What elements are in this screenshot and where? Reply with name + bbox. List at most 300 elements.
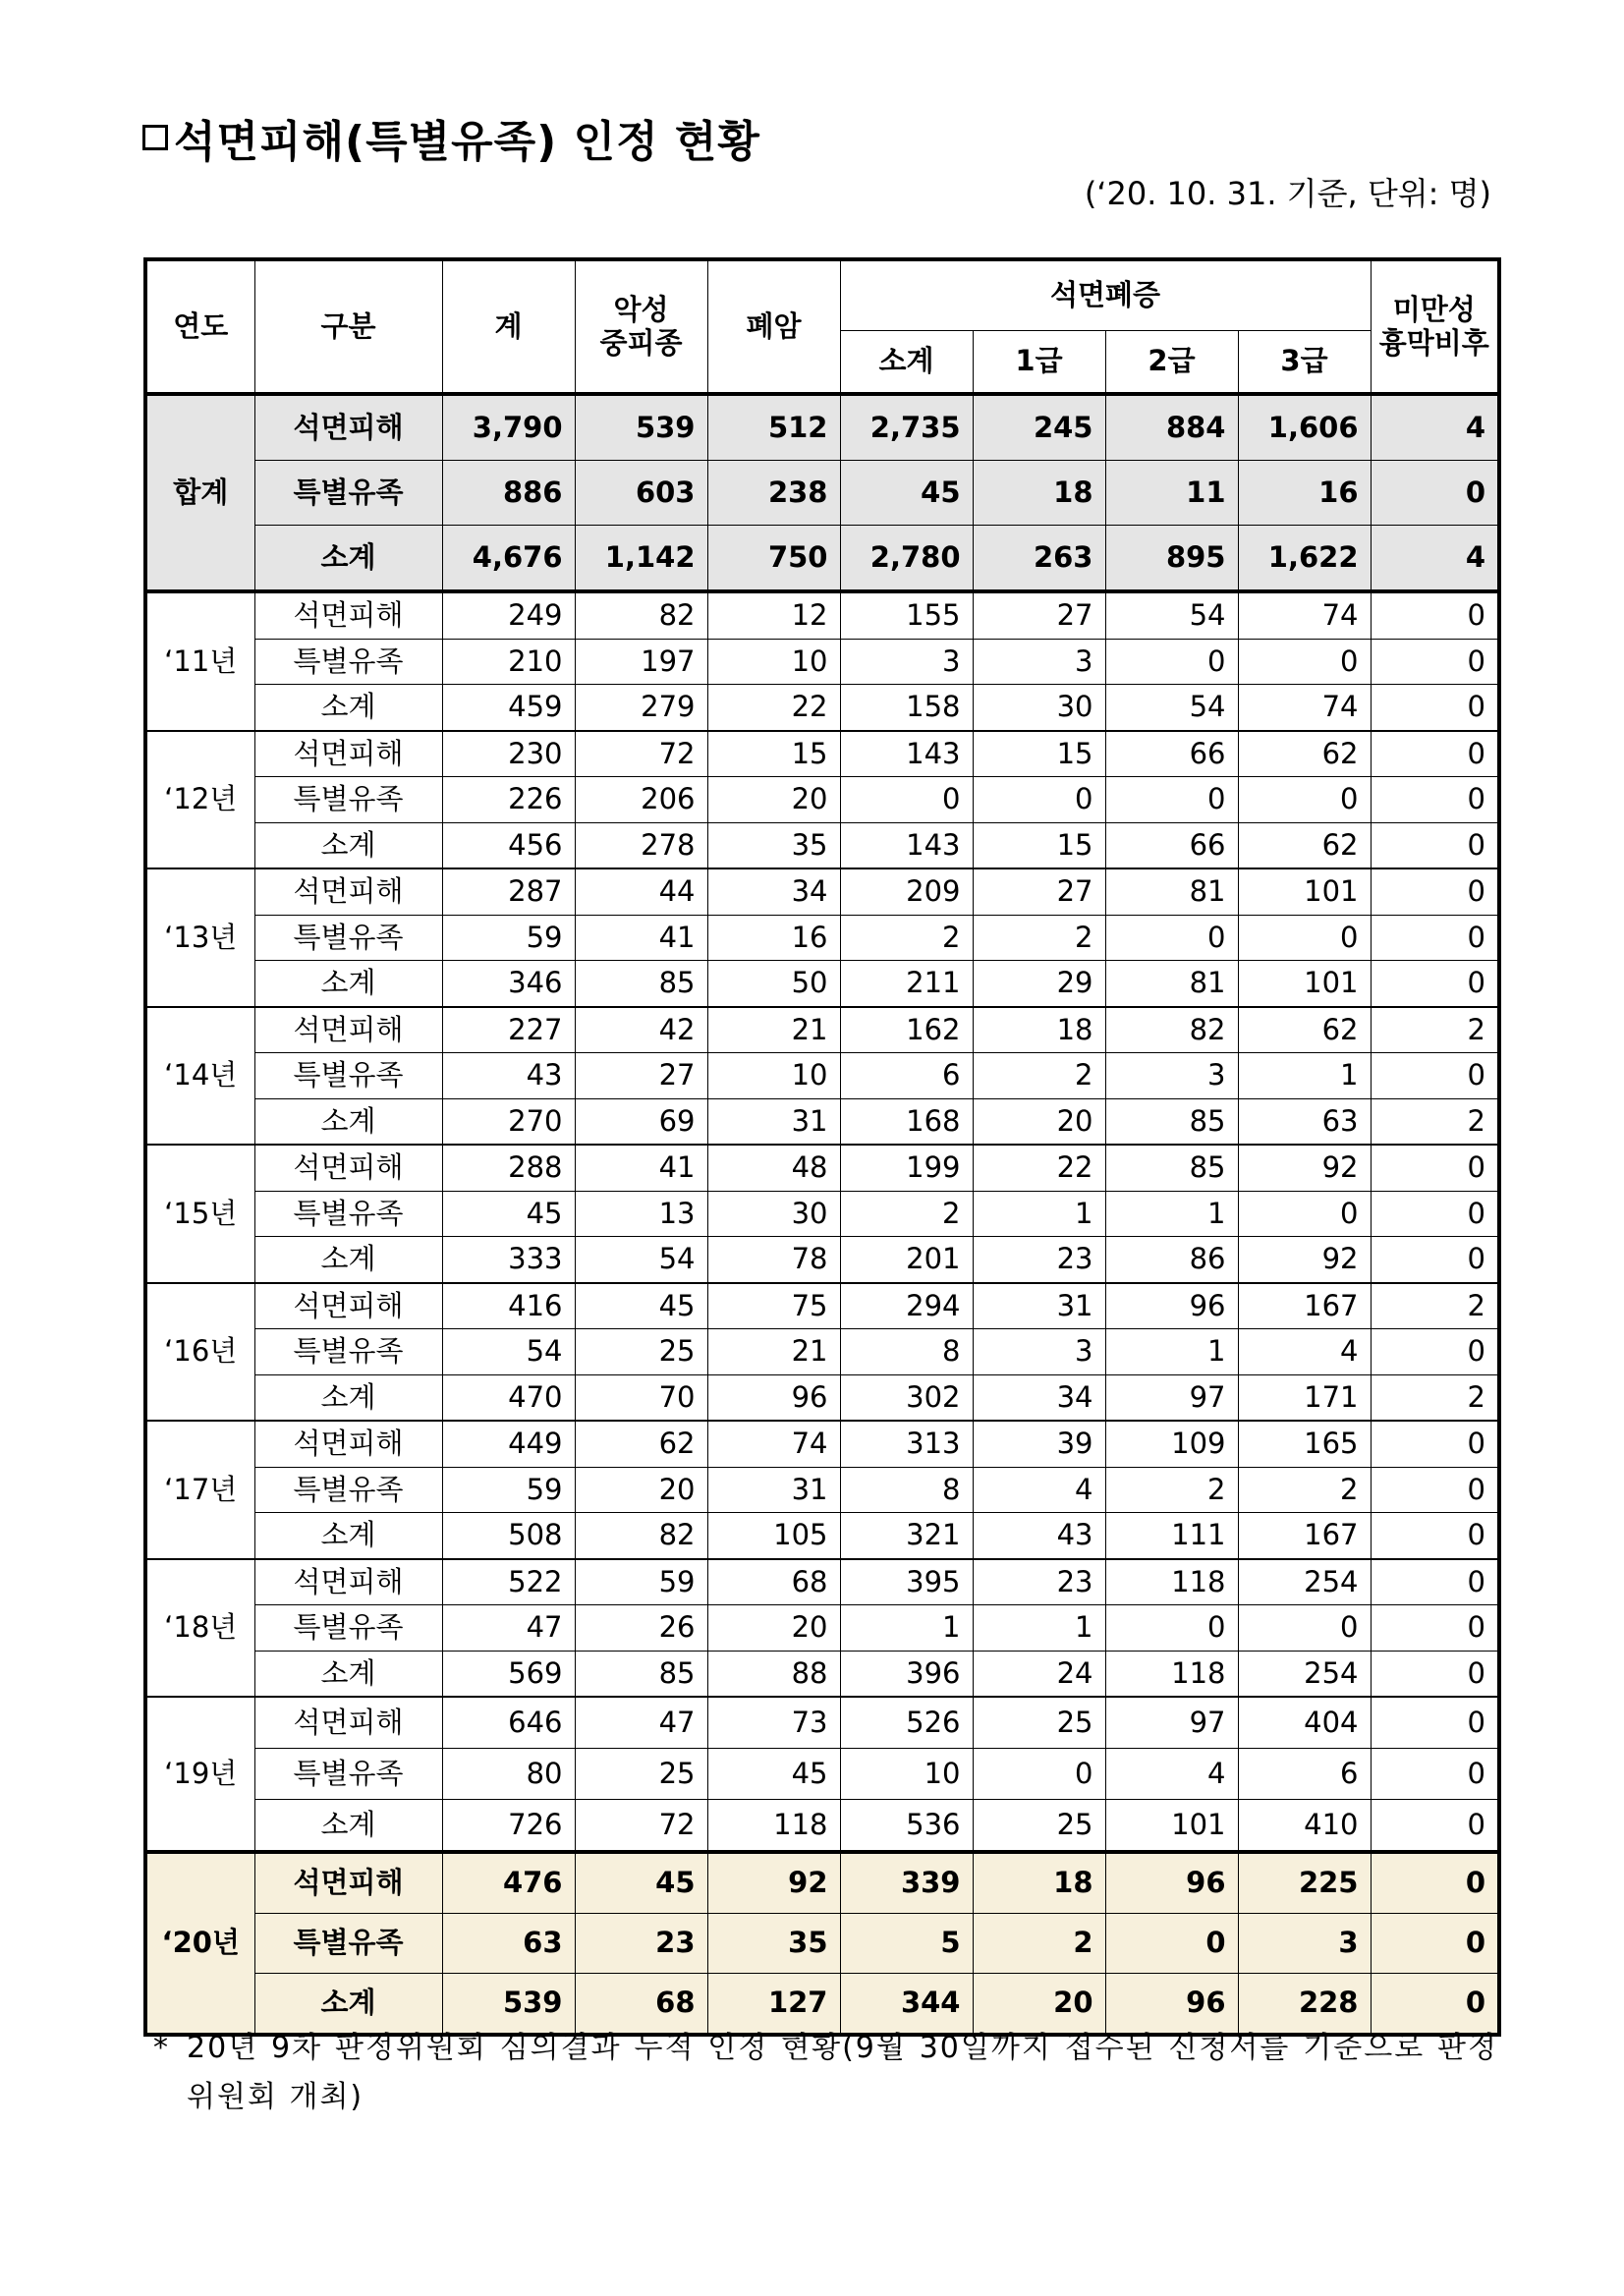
table-row bbox=[145, 1145, 1499, 1191]
value-cell: 41 bbox=[575, 1145, 707, 1191]
value-cell: 254 bbox=[1238, 1651, 1371, 1697]
value-cell: 0 bbox=[1238, 915, 1371, 961]
value-cell: 227 bbox=[442, 1007, 575, 1053]
value-cell: 78 bbox=[707, 1237, 840, 1283]
category-cell: 특별유족 bbox=[254, 1053, 442, 1099]
value-cell: 81 bbox=[1105, 961, 1238, 1007]
value-cell: 31 bbox=[707, 1467, 840, 1513]
value-cell: 2 bbox=[1238, 1467, 1371, 1513]
value-cell: 321 bbox=[840, 1513, 973, 1559]
value-cell: 476 bbox=[442, 1852, 575, 1914]
value-cell: 54 bbox=[1105, 591, 1238, 639]
value-cell: 0 bbox=[1371, 961, 1499, 1007]
value-cell: 3 bbox=[973, 1329, 1105, 1375]
value-cell: 118 bbox=[1105, 1651, 1238, 1697]
category-cell: 석면피해 bbox=[254, 868, 442, 915]
value-cell: 15 bbox=[973, 822, 1105, 868]
value-cell: 96 bbox=[1105, 1283, 1238, 1329]
value-cell: 2 bbox=[973, 915, 1105, 961]
value-cell: 74 bbox=[1238, 591, 1371, 639]
value-cell: 70 bbox=[575, 1374, 707, 1421]
value-cell: 1 bbox=[1105, 1191, 1238, 1237]
value-cell: 0 bbox=[1371, 822, 1499, 868]
header-grade3: 3급 bbox=[1238, 331, 1371, 395]
value-cell: 226 bbox=[442, 777, 575, 823]
value-cell: 21 bbox=[707, 1329, 840, 1375]
value-cell: 206 bbox=[575, 777, 707, 823]
category-cell: 특별유족 bbox=[254, 1467, 442, 1513]
value-cell: 10 bbox=[707, 1053, 840, 1099]
value-cell: 2,735 bbox=[840, 394, 973, 461]
value-cell: 68 bbox=[575, 1974, 707, 2036]
value-cell: 30 bbox=[707, 1191, 840, 1237]
value-cell: 45 bbox=[575, 1283, 707, 1329]
value-cell: 2 bbox=[840, 1191, 973, 1237]
value-cell: 85 bbox=[575, 961, 707, 1007]
value-cell: 18 bbox=[973, 1852, 1105, 1914]
table-row bbox=[145, 685, 1499, 731]
value-cell: 508 bbox=[442, 1513, 575, 1559]
year-group bbox=[145, 1145, 1499, 1283]
value-cell: 109 bbox=[1105, 1421, 1238, 1467]
table-row bbox=[145, 1283, 1499, 1329]
value-cell: 5 bbox=[840, 1914, 973, 1974]
value-cell: 25 bbox=[973, 1697, 1105, 1749]
value-cell: 0 bbox=[1371, 1191, 1499, 1237]
category-cell: 석면피해 bbox=[254, 394, 442, 461]
value-cell: 278 bbox=[575, 822, 707, 868]
value-cell: 158 bbox=[840, 685, 973, 731]
table-row bbox=[145, 822, 1499, 868]
header-grade2: 2급 bbox=[1105, 331, 1238, 395]
year-group bbox=[145, 1421, 1499, 1559]
value-cell: 1 bbox=[1105, 1329, 1238, 1375]
table-row bbox=[145, 1749, 1499, 1800]
value-cell: 165 bbox=[1238, 1421, 1371, 1467]
value-cell: 4 bbox=[973, 1467, 1105, 1513]
value-cell: 54 bbox=[1105, 685, 1238, 731]
category-cell: 소계 bbox=[254, 822, 442, 868]
value-cell: 13 bbox=[575, 1191, 707, 1237]
value-cell: 0 bbox=[1371, 1467, 1499, 1513]
value-cell: 20 bbox=[973, 1974, 1105, 2036]
value-cell: 25 bbox=[575, 1329, 707, 1375]
value-cell: 62 bbox=[1238, 1007, 1371, 1053]
value-cell: 2 bbox=[1371, 1098, 1499, 1145]
value-cell: 92 bbox=[707, 1852, 840, 1914]
category-cell: 석면피해 bbox=[254, 731, 442, 777]
value-cell: 245 bbox=[973, 394, 1105, 461]
value-cell: 0 bbox=[1238, 1605, 1371, 1652]
table-row bbox=[145, 731, 1499, 777]
value-cell: 12 bbox=[707, 591, 840, 639]
value-cell: 35 bbox=[707, 822, 840, 868]
value-cell: 0 bbox=[1371, 1605, 1499, 1652]
value-cell: 82 bbox=[1105, 1007, 1238, 1053]
footnote-mark: * bbox=[153, 2031, 170, 2065]
value-cell: 0 bbox=[1371, 639, 1499, 685]
value-cell: 45 bbox=[442, 1191, 575, 1237]
value-cell: 63 bbox=[1238, 1098, 1371, 1145]
value-cell: 1,606 bbox=[1238, 394, 1371, 461]
value-cell: 225 bbox=[1238, 1852, 1371, 1914]
value-cell: 96 bbox=[1105, 1852, 1238, 1914]
value-cell: 16 bbox=[707, 915, 840, 961]
value-cell: 0 bbox=[1371, 685, 1499, 731]
category-cell: 석면피해 bbox=[254, 1145, 442, 1191]
category-cell: 소계 bbox=[254, 1237, 442, 1283]
value-cell: 228 bbox=[1238, 1974, 1371, 2036]
value-cell: 43 bbox=[973, 1513, 1105, 1559]
value-cell: 35 bbox=[707, 1914, 840, 1974]
value-cell: 197 bbox=[575, 639, 707, 685]
value-cell: 127 bbox=[707, 1974, 840, 2036]
table-row bbox=[145, 961, 1499, 1007]
value-cell: 0 bbox=[1371, 1329, 1499, 1375]
value-cell: 456 bbox=[442, 822, 575, 868]
value-cell: 4 bbox=[1371, 394, 1499, 461]
value-cell: 0 bbox=[1105, 1914, 1238, 1974]
value-cell: 54 bbox=[442, 1329, 575, 1375]
table-row bbox=[145, 1467, 1499, 1513]
value-cell: 0 bbox=[1238, 1191, 1371, 1237]
value-cell: 47 bbox=[575, 1697, 707, 1749]
category-cell: 특별유족 bbox=[254, 777, 442, 823]
value-cell: 0 bbox=[1371, 591, 1499, 639]
value-cell: 254 bbox=[1238, 1559, 1371, 1605]
table-row bbox=[145, 1098, 1499, 1145]
category-cell: 특별유족 bbox=[254, 461, 442, 526]
value-cell: 27 bbox=[973, 591, 1105, 639]
value-cell: 313 bbox=[840, 1421, 973, 1467]
value-cell: 333 bbox=[442, 1237, 575, 1283]
value-cell: 270 bbox=[442, 1098, 575, 1145]
value-cell: 0 bbox=[1371, 868, 1499, 915]
value-cell: 10 bbox=[840, 1749, 973, 1800]
value-cell: 1 bbox=[973, 1605, 1105, 1652]
value-cell: 66 bbox=[1105, 822, 1238, 868]
value-cell: 75 bbox=[707, 1283, 840, 1329]
value-cell: 34 bbox=[973, 1374, 1105, 1421]
value-cell: 2 bbox=[1105, 1467, 1238, 1513]
value-cell: 0 bbox=[1238, 777, 1371, 823]
table-row bbox=[145, 1914, 1499, 1974]
year-cell: ‘15년 bbox=[145, 1145, 254, 1283]
category-cell: 석면피해 bbox=[254, 1007, 442, 1053]
value-cell: 3 bbox=[1105, 1053, 1238, 1099]
value-cell: 344 bbox=[840, 1974, 973, 2036]
value-cell: 22 bbox=[707, 685, 840, 731]
value-cell: 23 bbox=[575, 1914, 707, 1974]
value-cell: 62 bbox=[1238, 822, 1371, 868]
value-cell: 1,142 bbox=[575, 526, 707, 592]
value-cell: 118 bbox=[1105, 1559, 1238, 1605]
value-cell: 20 bbox=[575, 1467, 707, 1513]
value-cell: 22 bbox=[973, 1145, 1105, 1191]
table-row bbox=[145, 1007, 1499, 1053]
table-row bbox=[145, 1852, 1499, 1914]
value-cell: 85 bbox=[1105, 1145, 1238, 1191]
value-cell: 82 bbox=[575, 1513, 707, 1559]
value-cell: 15 bbox=[973, 731, 1105, 777]
value-cell: 11 bbox=[1105, 461, 1238, 526]
year-cell: ‘20년 bbox=[145, 1852, 254, 2035]
page-title bbox=[142, 106, 760, 169]
value-cell: 20 bbox=[707, 1605, 840, 1652]
value-cell: 0 bbox=[1371, 731, 1499, 777]
value-cell: 0 bbox=[1371, 1974, 1499, 2036]
value-cell: 101 bbox=[1238, 961, 1371, 1007]
table-row bbox=[145, 461, 1499, 526]
category-cell: 특별유족 bbox=[254, 1914, 442, 1974]
value-cell: 569 bbox=[442, 1651, 575, 1697]
value-cell: 167 bbox=[1238, 1283, 1371, 1329]
value-cell: 41 bbox=[575, 915, 707, 961]
value-cell: 23 bbox=[973, 1559, 1105, 1605]
value-cell: 96 bbox=[707, 1374, 840, 1421]
value-cell: 143 bbox=[840, 822, 973, 868]
year-cell: ‘14년 bbox=[145, 1007, 254, 1146]
category-cell: 특별유족 bbox=[254, 1749, 442, 1800]
year-cell: ‘16년 bbox=[145, 1283, 254, 1422]
value-cell: 3 bbox=[840, 639, 973, 685]
value-cell: 209 bbox=[840, 868, 973, 915]
value-cell: 15 bbox=[707, 731, 840, 777]
value-cell: 118 bbox=[707, 1800, 840, 1853]
value-cell: 0 bbox=[1371, 1749, 1499, 1800]
value-cell: 750 bbox=[707, 526, 840, 592]
title-text: 석면피해(특별유족) 인정 현황 bbox=[174, 117, 760, 167]
value-cell: 0 bbox=[1371, 777, 1499, 823]
value-cell: 0 bbox=[1238, 639, 1371, 685]
recognition-status-table bbox=[143, 257, 1501, 2037]
value-cell: 230 bbox=[442, 731, 575, 777]
value-cell: 85 bbox=[1105, 1098, 1238, 1145]
value-cell: 62 bbox=[575, 1421, 707, 1467]
value-cell: 539 bbox=[575, 394, 707, 461]
year-group bbox=[145, 1007, 1499, 1146]
value-cell: 470 bbox=[442, 1374, 575, 1421]
value-cell: 279 bbox=[575, 685, 707, 731]
table-row bbox=[145, 1053, 1499, 1099]
value-cell: 263 bbox=[973, 526, 1105, 592]
year-cell: 합계 bbox=[145, 394, 254, 591]
value-cell: 101 bbox=[1238, 868, 1371, 915]
value-cell: 302 bbox=[840, 1374, 973, 1421]
table-row bbox=[145, 777, 1499, 823]
value-cell: 886 bbox=[442, 461, 575, 526]
value-cell: 72 bbox=[575, 731, 707, 777]
year-group bbox=[145, 591, 1499, 731]
table-row bbox=[145, 1651, 1499, 1697]
value-cell: 34 bbox=[707, 868, 840, 915]
table-row bbox=[145, 526, 1499, 592]
value-cell: 512 bbox=[707, 394, 840, 461]
category-cell: 소계 bbox=[254, 1513, 442, 1559]
year-group bbox=[145, 1559, 1499, 1698]
value-cell: 167 bbox=[1238, 1513, 1371, 1559]
value-cell: 82 bbox=[575, 591, 707, 639]
value-cell: 29 bbox=[973, 961, 1105, 1007]
value-cell: 59 bbox=[442, 915, 575, 961]
year-cell: ‘17년 bbox=[145, 1421, 254, 1559]
value-cell: 26 bbox=[575, 1605, 707, 1652]
value-cell: 884 bbox=[1105, 394, 1238, 461]
value-cell: 726 bbox=[442, 1800, 575, 1853]
value-cell: 50 bbox=[707, 961, 840, 1007]
category-cell: 소계 bbox=[254, 961, 442, 1007]
value-cell: 0 bbox=[1105, 1605, 1238, 1652]
value-cell: 1 bbox=[973, 1191, 1105, 1237]
value-cell: 2 bbox=[1371, 1283, 1499, 1329]
value-cell: 211 bbox=[840, 961, 973, 1007]
value-cell: 96 bbox=[1105, 1974, 1238, 2036]
value-cell: 39 bbox=[973, 1421, 1105, 1467]
value-cell: 4 bbox=[1371, 526, 1499, 592]
value-cell: 249 bbox=[442, 591, 575, 639]
header-lung-cancer: 폐암 bbox=[707, 259, 840, 394]
value-cell: 85 bbox=[575, 1651, 707, 1697]
value-cell: 0 bbox=[1105, 777, 1238, 823]
year-cell: ‘12년 bbox=[145, 731, 254, 869]
category-cell: 소계 bbox=[254, 1800, 442, 1853]
category-cell: 석면피해 bbox=[254, 591, 442, 639]
value-cell: 522 bbox=[442, 1559, 575, 1605]
value-cell: 210 bbox=[442, 639, 575, 685]
year-cell: ‘19년 bbox=[145, 1697, 254, 1852]
category-cell: 소계 bbox=[254, 1974, 442, 2036]
category-cell: 소계 bbox=[254, 1098, 442, 1145]
value-cell: 143 bbox=[840, 731, 973, 777]
table-row bbox=[145, 591, 1499, 639]
header-asbestosis: 석면폐증 bbox=[840, 259, 1371, 331]
value-cell: 404 bbox=[1238, 1697, 1371, 1749]
value-cell: 27 bbox=[575, 1053, 707, 1099]
value-cell: 0 bbox=[1105, 639, 1238, 685]
value-cell: 294 bbox=[840, 1283, 973, 1329]
value-cell: 59 bbox=[442, 1467, 575, 1513]
value-cell: 2 bbox=[840, 915, 973, 961]
header-pleural-thickening: 미만성 흉막비후 bbox=[1371, 259, 1499, 394]
value-cell: 1 bbox=[1238, 1053, 1371, 1099]
value-cell: 0 bbox=[1105, 915, 1238, 961]
category-cell: 석면피해 bbox=[254, 1852, 442, 1914]
value-cell: 0 bbox=[1371, 461, 1499, 526]
value-cell: 3 bbox=[1238, 1914, 1371, 1974]
footnote-text: 20년 9차 판정위원회 심의결과 누적 인정 현황(9월 30일까지 접수된 신청서를 기준으로 판정위원회 개최) bbox=[187, 2031, 1498, 2114]
value-cell: 42 bbox=[575, 1007, 707, 1053]
value-cell: 45 bbox=[707, 1749, 840, 1800]
value-cell: 346 bbox=[442, 961, 575, 1007]
value-cell: 2 bbox=[973, 1053, 1105, 1099]
value-cell: 0 bbox=[1371, 1914, 1499, 1974]
value-cell: 395 bbox=[840, 1559, 973, 1605]
value-cell: 1 bbox=[840, 1605, 973, 1652]
value-cell: 162 bbox=[840, 1007, 973, 1053]
value-cell: 171 bbox=[1238, 1374, 1371, 1421]
table-row bbox=[145, 1697, 1499, 1749]
value-cell: 4 bbox=[1238, 1329, 1371, 1375]
category-cell: 특별유족 bbox=[254, 915, 442, 961]
value-cell: 43 bbox=[442, 1053, 575, 1099]
value-cell: 410 bbox=[1238, 1800, 1371, 1853]
value-cell: 59 bbox=[575, 1559, 707, 1605]
value-cell: 68 bbox=[707, 1559, 840, 1605]
value-cell: 2 bbox=[1371, 1007, 1499, 1053]
value-cell: 0 bbox=[1371, 1421, 1499, 1467]
table-row bbox=[145, 1374, 1499, 1421]
header-year: 연도 bbox=[145, 259, 254, 394]
value-cell: 895 bbox=[1105, 526, 1238, 592]
category-cell: 석면피해 bbox=[254, 1421, 442, 1467]
value-cell: 4 bbox=[1105, 1749, 1238, 1800]
header-category: 구분 bbox=[254, 259, 442, 394]
value-cell: 0 bbox=[1371, 1053, 1499, 1099]
value-cell: 97 bbox=[1105, 1374, 1238, 1421]
year-group bbox=[145, 868, 1499, 1007]
value-cell: 0 bbox=[1371, 1513, 1499, 1559]
header-total: 계 bbox=[442, 259, 575, 394]
value-cell: 0 bbox=[1371, 1651, 1499, 1697]
value-cell: 31 bbox=[973, 1283, 1105, 1329]
value-cell: 21 bbox=[707, 1007, 840, 1053]
value-cell: 201 bbox=[840, 1237, 973, 1283]
value-cell: 0 bbox=[1371, 1145, 1499, 1191]
value-cell: 27 bbox=[973, 868, 1105, 915]
value-cell: 66 bbox=[1105, 731, 1238, 777]
table-row bbox=[145, 1513, 1499, 1559]
value-cell: 459 bbox=[442, 685, 575, 731]
value-cell: 603 bbox=[575, 461, 707, 526]
value-cell: 0 bbox=[1371, 1852, 1499, 1914]
year-cell: ‘18년 bbox=[145, 1559, 254, 1698]
table-row bbox=[145, 639, 1499, 685]
category-cell: 소계 bbox=[254, 1374, 442, 1421]
value-cell: 63 bbox=[442, 1914, 575, 1974]
checkbox-square-icon bbox=[142, 125, 168, 150]
value-cell: 25 bbox=[973, 1800, 1105, 1853]
year-cell: ‘13년 bbox=[145, 868, 254, 1007]
year-group bbox=[145, 731, 1499, 869]
value-cell: 2,780 bbox=[840, 526, 973, 592]
value-cell: 18 bbox=[973, 461, 1105, 526]
value-cell: 24 bbox=[973, 1651, 1105, 1697]
value-cell: 0 bbox=[973, 777, 1105, 823]
value-cell: 48 bbox=[707, 1145, 840, 1191]
table-row bbox=[145, 394, 1499, 461]
footnote bbox=[153, 2024, 1498, 2122]
category-cell: 소계 bbox=[254, 1651, 442, 1697]
value-cell: 646 bbox=[442, 1697, 575, 1749]
value-cell: 168 bbox=[840, 1098, 973, 1145]
year-group bbox=[145, 1852, 1499, 2035]
value-cell: 0 bbox=[1371, 915, 1499, 961]
value-cell: 536 bbox=[840, 1800, 973, 1853]
value-cell: 44 bbox=[575, 868, 707, 915]
value-cell: 105 bbox=[707, 1513, 840, 1559]
category-cell: 특별유족 bbox=[254, 1605, 442, 1652]
value-cell: 92 bbox=[1238, 1237, 1371, 1283]
value-cell: 2 bbox=[1371, 1374, 1499, 1421]
value-cell: 47 bbox=[442, 1605, 575, 1652]
value-cell: 6 bbox=[840, 1053, 973, 1099]
value-cell: 4,676 bbox=[442, 526, 575, 592]
table-row bbox=[145, 1237, 1499, 1283]
value-cell: 10 bbox=[707, 639, 840, 685]
category-cell: 특별유족 bbox=[254, 1329, 442, 1375]
table-row bbox=[145, 915, 1499, 961]
category-cell: 석면피해 bbox=[254, 1697, 442, 1749]
